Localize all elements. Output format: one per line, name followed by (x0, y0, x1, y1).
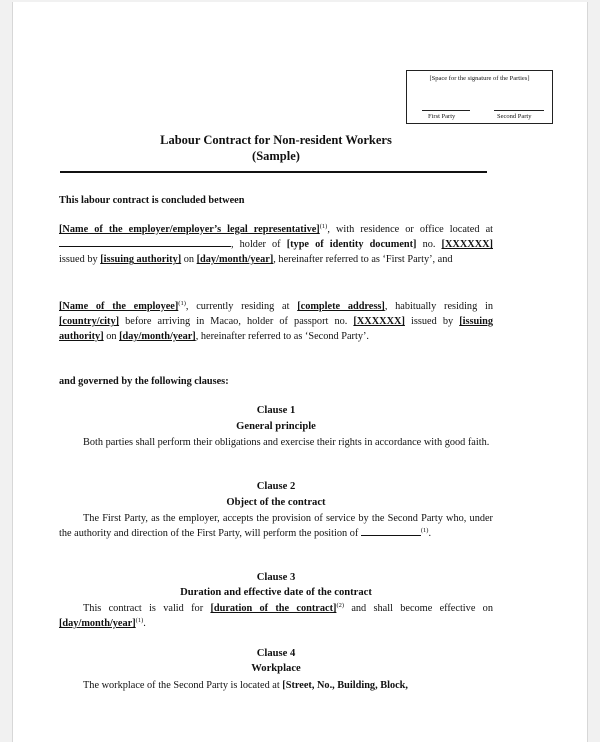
text: , with residence or office located at (327, 224, 494, 235)
duration-field: [duration of the contract] (210, 603, 337, 614)
id-document-field: [type of identity document] (286, 239, 417, 251)
clause-3-text (59, 601, 493, 631)
text: , hereinafter referred to as ‘Second Party’. (195, 331, 369, 343)
clause-1-number: Clause 1 (256, 405, 296, 416)
clause-1-heading: General principle (236, 421, 316, 432)
clause-2-text (59, 511, 493, 541)
second-party-label: Second Party (497, 113, 532, 120)
document-subtitle: (Sample) (252, 149, 300, 163)
text: , holder of (231, 239, 287, 251)
clause-3-heading: Duration and effective date of the contract (180, 587, 372, 598)
footnote-ref: (1) (135, 617, 144, 625)
issue-date-field: [day/month/year] (119, 331, 196, 343)
text: . (143, 618, 146, 630)
signature-box-caption: [Space for the signature of the Parties] (429, 75, 530, 82)
country-city-field: [country/city] (59, 316, 120, 328)
issuing-authority-field: [issuing authority] (100, 254, 182, 266)
issue-date-field: [day/month/year] (196, 254, 274, 266)
document-title: Labour Contract for Non-resident Workers (160, 133, 392, 147)
footnote-ref: (1) (420, 527, 429, 535)
clause-4-text (59, 678, 493, 693)
passport-number-field: [XXXXXX] (353, 316, 405, 328)
title-divider (60, 171, 487, 173)
first-party-signature-line (422, 110, 470, 111)
second-party-signature-line (494, 110, 544, 111)
first-party-paragraph (59, 222, 493, 268)
employee-name-field: [Name of the employee] (59, 301, 179, 312)
address-blank (59, 238, 231, 247)
footnote-ref: (1) (319, 223, 328, 230)
clause-4-number: Clause 4 (256, 648, 296, 659)
position-blank (361, 527, 421, 536)
text: and shall become effective on (344, 603, 493, 614)
text: , habitually residing in (384, 301, 493, 312)
text: issued by (404, 316, 460, 328)
clause-3-number: Clause 3 (256, 572, 296, 583)
text: on (181, 254, 197, 266)
clause-2-heading: Object of the contract (226, 497, 326, 508)
second-party-paragraph (59, 299, 493, 345)
text: The First Party, as the employer, accepts the provision of service by the Second Party who, under the authority and direction of the First Party, will perform the position of (59, 513, 493, 540)
footnote-ref: (2) (336, 602, 345, 609)
text: , currently residing at (185, 301, 298, 312)
clause-4-heading: Workplace (251, 663, 301, 674)
clause-2-number: Clause 2 (256, 481, 296, 492)
text: , hereinafter referred to as ‘First Party’, and (273, 254, 453, 266)
text: The workplace of the Second Party is located at (83, 680, 283, 691)
complete-address-field: [complete address] (297, 301, 385, 312)
employer-name-field: [Name of the employer/employer’s legal representative] (59, 224, 320, 235)
intro-line: This labour contract is concluded between (59, 195, 245, 206)
text: This contract is valid for (83, 603, 211, 614)
text: before arriving in Macao, holder of passport no. (119, 316, 354, 328)
text: on (103, 331, 120, 343)
governed-line: and governed by the following clauses: (59, 376, 229, 387)
issuing-authority-field: [issuing authority] (59, 316, 493, 343)
id-number-field: [XXXXXX] (441, 239, 493, 251)
workplace-address-field: [Street, No., Building, Block, (282, 680, 408, 691)
text: . (428, 528, 432, 540)
clause-1-text: Both parties shall perform their obligations and exercise their rights in accordance with good faith. (83, 437, 490, 448)
text: issued by (59, 254, 101, 266)
signature-box (406, 70, 553, 124)
text: no. (416, 239, 442, 251)
footnote-ref: (1) (178, 300, 186, 307)
first-party-label: First Party (428, 113, 456, 120)
effective-date-field: [day/month/year] (59, 618, 136, 630)
